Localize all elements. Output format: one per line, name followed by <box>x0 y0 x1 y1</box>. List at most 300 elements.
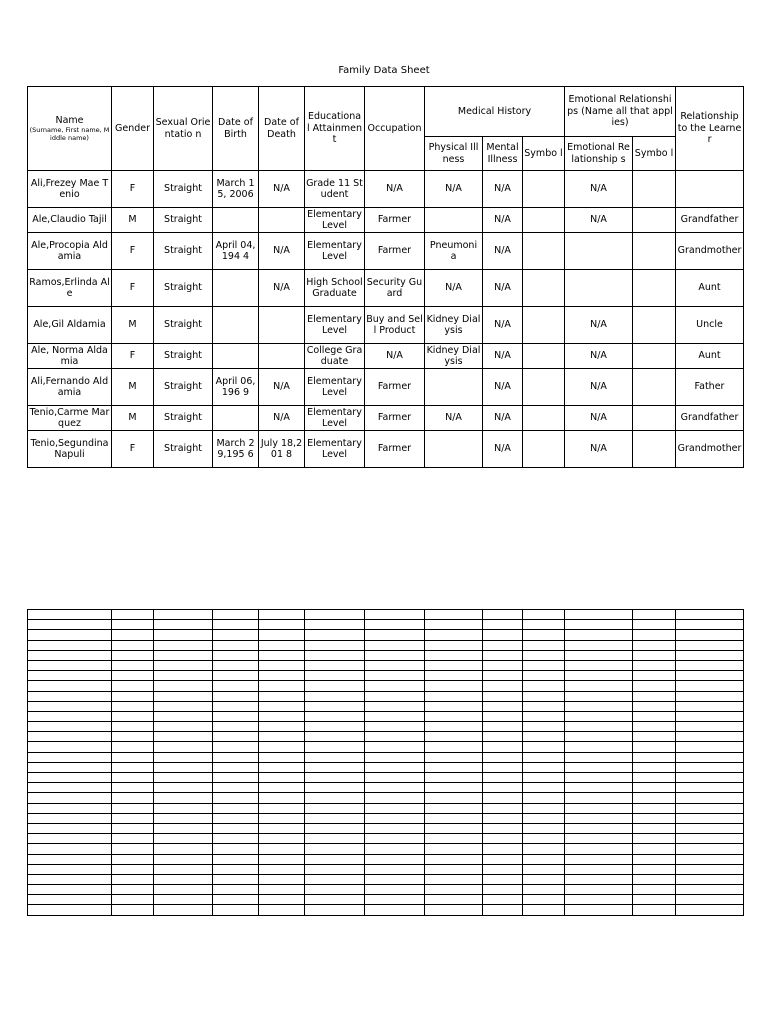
blank-cell <box>154 681 213 691</box>
table-row <box>28 369 744 406</box>
blank-cell <box>259 874 305 884</box>
header-occupation: Occupation <box>365 87 425 171</box>
header-row <box>28 87 744 137</box>
blank-cell <box>676 752 744 762</box>
cell-symbol-emotional <box>633 344 676 369</box>
blank-cell <box>259 864 305 874</box>
blank-cell <box>565 650 633 660</box>
cell-date-of-birth: March 15, 2006 <box>213 171 259 208</box>
blank-cell <box>633 620 676 630</box>
blank-cell <box>28 844 112 854</box>
blank-cell <box>676 671 744 681</box>
blank-cell <box>154 874 213 884</box>
cell-emotional-relationship <box>565 270 633 307</box>
blank-cell <box>213 905 259 915</box>
blank-cell <box>365 885 425 895</box>
blank-cell <box>112 640 154 650</box>
cell-occupation: N/A <box>365 344 425 369</box>
blank-cell <box>676 742 744 752</box>
cell-mental-illness: N/A <box>483 369 523 406</box>
blank-cell <box>154 864 213 874</box>
blank-cell <box>483 844 523 854</box>
cell-symbol-emotional <box>633 171 676 208</box>
blank-cell <box>305 813 365 823</box>
blank-cell <box>633 660 676 670</box>
blank-cell <box>565 854 633 864</box>
blank-cell <box>483 813 523 823</box>
blank-cell <box>483 701 523 711</box>
blank-cell <box>259 793 305 803</box>
cell-physical-illness: Kidney Dialysis <box>425 344 483 369</box>
blank-cell <box>28 874 112 884</box>
blank-cell <box>676 681 744 691</box>
blank-cell <box>365 783 425 793</box>
blank-cell <box>112 803 154 813</box>
blank-row <box>28 640 744 650</box>
blank-cell <box>523 874 565 884</box>
cell-education: Grade 11 Student <box>305 171 365 208</box>
blank-cell <box>365 834 425 844</box>
header-sexual-orientation: Sexual Orientatio n <box>154 87 213 171</box>
blank-cell <box>154 803 213 813</box>
cell-date-of-death <box>259 307 305 344</box>
blank-cell <box>523 773 565 783</box>
cell-symbol-emotional <box>633 270 676 307</box>
family-data-table <box>27 86 744 468</box>
cell-relationship: Uncle <box>676 307 744 344</box>
blank-cell <box>305 630 365 640</box>
blank-cell <box>483 752 523 762</box>
blank-cell <box>112 823 154 833</box>
blank-cell <box>305 834 365 844</box>
blank-cell <box>676 773 744 783</box>
cell-name: Ale,Gil Aldamia <box>28 307 112 344</box>
table-row <box>28 307 744 344</box>
blank-cell <box>259 752 305 762</box>
blank-row <box>28 905 744 915</box>
cell-gender: F <box>112 270 154 307</box>
blank-cell <box>154 660 213 670</box>
blank-cell <box>112 691 154 701</box>
blank-cell <box>425 773 483 783</box>
cell-sexual-orientation: Straight <box>154 431 213 468</box>
blank-cell <box>565 773 633 783</box>
blank-cell <box>213 762 259 772</box>
cell-sexual-orientation: Straight <box>154 171 213 208</box>
blank-cell <box>305 752 365 762</box>
blank-cell <box>259 711 305 721</box>
blank-cell <box>305 671 365 681</box>
blank-cell <box>365 813 425 823</box>
blank-cell <box>523 701 565 711</box>
blank-row <box>28 711 744 721</box>
blank-cell <box>305 711 365 721</box>
blank-cell <box>523 895 565 905</box>
blank-cell <box>305 742 365 752</box>
blank-cell <box>154 885 213 895</box>
blank-cell <box>365 854 425 864</box>
blank-cell <box>425 752 483 762</box>
blank-cell <box>483 864 523 874</box>
cell-mental-illness: N/A <box>483 233 523 270</box>
blank-row <box>28 823 744 833</box>
blank-cell <box>633 722 676 732</box>
blank-cell <box>259 620 305 630</box>
blank-cell <box>565 762 633 772</box>
blank-cell <box>425 854 483 864</box>
blank-cell <box>425 681 483 691</box>
blank-cell <box>676 844 744 854</box>
blank-cell <box>28 895 112 905</box>
blank-cell <box>633 793 676 803</box>
blank-cell <box>483 711 523 721</box>
blank-cell <box>633 711 676 721</box>
blank-cell <box>28 823 112 833</box>
blank-cell <box>565 834 633 844</box>
blank-cell <box>112 762 154 772</box>
blank-cell <box>676 854 744 864</box>
cell-education: College Graduate <box>305 344 365 369</box>
blank-cell <box>365 671 425 681</box>
blank-cell <box>213 691 259 701</box>
blank-cell <box>28 711 112 721</box>
blank-cell <box>28 783 112 793</box>
cell-education: Elementary Level <box>305 406 365 431</box>
cell-date-of-death: N/A <box>259 270 305 307</box>
cell-gender: F <box>112 171 154 208</box>
cell-symbol-emotional <box>633 369 676 406</box>
blank-cell <box>483 660 523 670</box>
blank-cell <box>154 711 213 721</box>
blank-cell <box>425 864 483 874</box>
blank-cell <box>483 823 523 833</box>
blank-cell <box>483 783 523 793</box>
blank-cell <box>633 671 676 681</box>
blank-cell <box>28 854 112 864</box>
blank-cell <box>28 722 112 732</box>
blank-cell <box>305 701 365 711</box>
cell-emotional-relationship <box>565 233 633 270</box>
blank-cell <box>259 630 305 640</box>
blank-cell <box>633 813 676 823</box>
blank-cell <box>425 762 483 772</box>
blank-cell <box>425 895 483 905</box>
cell-name: Ramos,Erlinda Ale <box>28 270 112 307</box>
cell-physical-illness: N/A <box>425 171 483 208</box>
blank-cell <box>676 722 744 732</box>
blank-cell <box>483 905 523 915</box>
blank-cell <box>425 660 483 670</box>
cell-physical-illness <box>425 369 483 406</box>
blank-cell <box>633 895 676 905</box>
blank-cell <box>523 660 565 670</box>
blank-cell <box>523 742 565 752</box>
blank-cell <box>213 844 259 854</box>
blank-row <box>28 783 744 793</box>
blank-cell <box>523 762 565 772</box>
header-mental-illness: Mental Illness <box>483 137 523 171</box>
blank-cell <box>213 722 259 732</box>
blank-row <box>28 660 744 670</box>
cell-education: Elementary Level <box>305 307 365 344</box>
blank-row <box>28 803 744 813</box>
blank-cell <box>365 905 425 915</box>
blank-cell <box>565 793 633 803</box>
blank-cell <box>154 813 213 823</box>
header-relationship: Relationship to the Learner <box>676 87 744 171</box>
blank-cell <box>365 610 425 620</box>
header-name <box>28 87 112 171</box>
blank-cell <box>523 610 565 620</box>
header-education: Educationa l Attainment <box>305 87 365 171</box>
cell-relationship: Grandfather <box>676 208 744 233</box>
blank-cell <box>425 874 483 884</box>
blank-row <box>28 813 744 823</box>
blank-cell <box>365 701 425 711</box>
blank-cell <box>112 834 154 844</box>
table-row <box>28 208 744 233</box>
cell-symbol-medical <box>523 344 565 369</box>
blank-cell <box>676 885 744 895</box>
blank-cell <box>523 671 565 681</box>
blank-cell <box>676 834 744 844</box>
blank-cell <box>365 793 425 803</box>
blank-cell <box>365 823 425 833</box>
blank-cell <box>565 864 633 874</box>
blank-cell <box>259 732 305 742</box>
blank-cell <box>213 752 259 762</box>
blank-cell <box>305 793 365 803</box>
blank-cell <box>633 783 676 793</box>
cell-date-of-death: N/A <box>259 369 305 406</box>
blank-cell <box>676 701 744 711</box>
blank-row <box>28 752 744 762</box>
blank-cell <box>259 640 305 650</box>
blank-cell <box>523 803 565 813</box>
blank-cell <box>483 671 523 681</box>
blank-cell <box>523 813 565 823</box>
blank-cell <box>112 864 154 874</box>
blank-cell <box>425 711 483 721</box>
cell-name: Ali,Fernando Aldamia <box>28 369 112 406</box>
blank-cell <box>112 620 154 630</box>
blank-cell <box>523 640 565 650</box>
blank-cell <box>676 874 744 884</box>
blank-cell <box>523 834 565 844</box>
blank-cell <box>112 671 154 681</box>
cell-date-of-death: N/A <box>259 233 305 270</box>
blank-cell <box>523 681 565 691</box>
cell-gender: F <box>112 344 154 369</box>
header-date-of-death: Date of Death <box>259 87 305 171</box>
blank-cell <box>259 905 305 915</box>
blank-cell <box>676 783 744 793</box>
blank-cell <box>259 803 305 813</box>
blank-cell <box>259 691 305 701</box>
blank-cell <box>28 691 112 701</box>
blank-row <box>28 874 744 884</box>
cell-education: Elementary Level <box>305 233 365 270</box>
blank-cell <box>305 844 365 854</box>
blank-cell <box>112 844 154 854</box>
cell-symbol-medical <box>523 233 565 270</box>
header-emotional-sub: Emotional Relationship s <box>565 137 633 171</box>
blank-cell <box>523 885 565 895</box>
blank-cell <box>154 762 213 772</box>
blank-cell <box>483 874 523 884</box>
cell-occupation: Farmer <box>365 369 425 406</box>
blank-cell <box>565 681 633 691</box>
blank-cell <box>523 854 565 864</box>
cell-physical-illness <box>425 208 483 233</box>
blank-cell <box>112 783 154 793</box>
blank-cell <box>565 732 633 742</box>
blank-cell <box>305 681 365 691</box>
blank-cell <box>523 732 565 742</box>
blank-cell <box>565 844 633 854</box>
blank-cell <box>365 752 425 762</box>
blank-row <box>28 722 744 732</box>
header-gender: Gender <box>112 87 154 171</box>
blank-cell <box>305 885 365 895</box>
cell-sexual-orientation: Straight <box>154 270 213 307</box>
blank-cell <box>633 681 676 691</box>
cell-occupation: Farmer <box>365 233 425 270</box>
blank-cell <box>112 742 154 752</box>
blank-cell <box>28 813 112 823</box>
cell-date-of-birth <box>213 406 259 431</box>
blank-cell <box>565 752 633 762</box>
cell-gender: M <box>112 307 154 344</box>
blank-cell <box>676 793 744 803</box>
blank-cell <box>633 823 676 833</box>
family-data-body <box>28 171 744 468</box>
page-title: Family Data Sheet <box>338 65 430 76</box>
cell-emotional-relationship: N/A <box>565 431 633 468</box>
blank-cell <box>259 650 305 660</box>
blank-row <box>28 630 744 640</box>
blank-cell <box>425 640 483 650</box>
blank-cell <box>523 823 565 833</box>
blank-cell <box>28 681 112 691</box>
blank-cell <box>28 660 112 670</box>
cell-occupation: Farmer <box>365 406 425 431</box>
blank-cell <box>305 783 365 793</box>
blank-cell <box>213 640 259 650</box>
blank-cell <box>425 671 483 681</box>
blank-cell <box>633 752 676 762</box>
blank-cell <box>112 793 154 803</box>
blank-cell <box>523 793 565 803</box>
cell-relationship: Grandfather <box>676 406 744 431</box>
blank-cell <box>28 752 112 762</box>
blank-row <box>28 834 744 844</box>
blank-row <box>28 895 744 905</box>
cell-physical-illness: N/A <box>425 270 483 307</box>
cell-date-of-birth <box>213 307 259 344</box>
blank-cell <box>305 640 365 650</box>
cell-emotional-relationship: N/A <box>565 369 633 406</box>
blank-cell <box>213 803 259 813</box>
blank-cell <box>633 874 676 884</box>
blank-cell <box>565 885 633 895</box>
blank-cell <box>112 722 154 732</box>
blank-cell <box>483 722 523 732</box>
blank-cell <box>154 905 213 915</box>
blank-grid-body <box>28 610 744 916</box>
blank-cell <box>365 803 425 813</box>
blank-cell <box>523 630 565 640</box>
header-name-sub: (Surname, First name, Middle name) <box>29 126 110 143</box>
blank-cell <box>28 864 112 874</box>
blank-cell <box>425 834 483 844</box>
cell-sexual-orientation: Straight <box>154 208 213 233</box>
cell-relationship <box>676 171 744 208</box>
blank-cell <box>154 752 213 762</box>
blank-cell <box>676 650 744 660</box>
cell-symbol-emotional <box>633 233 676 270</box>
blank-cell <box>213 773 259 783</box>
blank-cell <box>112 701 154 711</box>
blank-cell <box>112 874 154 884</box>
blank-cell <box>676 711 744 721</box>
blank-row <box>28 732 744 742</box>
cell-relationship: Father <box>676 369 744 406</box>
blank-cell <box>154 844 213 854</box>
blank-cell <box>425 732 483 742</box>
cell-physical-illness: Kidney Dialysis <box>425 307 483 344</box>
blank-cell <box>483 895 523 905</box>
blank-cell <box>213 823 259 833</box>
blank-row <box>28 691 744 701</box>
blank-cell <box>213 671 259 681</box>
blank-cell <box>213 895 259 905</box>
blank-cell <box>112 681 154 691</box>
blank-cell <box>523 783 565 793</box>
blank-cell <box>259 834 305 844</box>
blank-row <box>28 620 744 630</box>
cell-gender: F <box>112 431 154 468</box>
blank-row <box>28 701 744 711</box>
blank-cell <box>259 762 305 772</box>
blank-cell <box>259 854 305 864</box>
table-row <box>28 233 744 270</box>
blank-cell <box>365 660 425 670</box>
blank-cell <box>565 671 633 681</box>
cell-sexual-orientation: Straight <box>154 233 213 270</box>
blank-cell <box>523 722 565 732</box>
blank-cell <box>154 722 213 732</box>
cell-mental-illness: N/A <box>483 431 523 468</box>
blank-cell <box>112 752 154 762</box>
cell-mental-illness: N/A <box>483 344 523 369</box>
cell-occupation: Farmer <box>365 431 425 468</box>
blank-cell <box>633 732 676 742</box>
blank-cell <box>28 671 112 681</box>
cell-sexual-orientation: Straight <box>154 344 213 369</box>
blank-row <box>28 681 744 691</box>
blank-cell <box>633 640 676 650</box>
blank-cell <box>365 711 425 721</box>
blank-cell <box>112 711 154 721</box>
blank-cell <box>365 722 425 732</box>
blank-cell <box>676 660 744 670</box>
blank-cell <box>633 803 676 813</box>
cell-education: Elementary Level <box>305 208 365 233</box>
blank-cell <box>483 681 523 691</box>
cell-symbol-medical <box>523 270 565 307</box>
cell-date-of-birth <box>213 208 259 233</box>
